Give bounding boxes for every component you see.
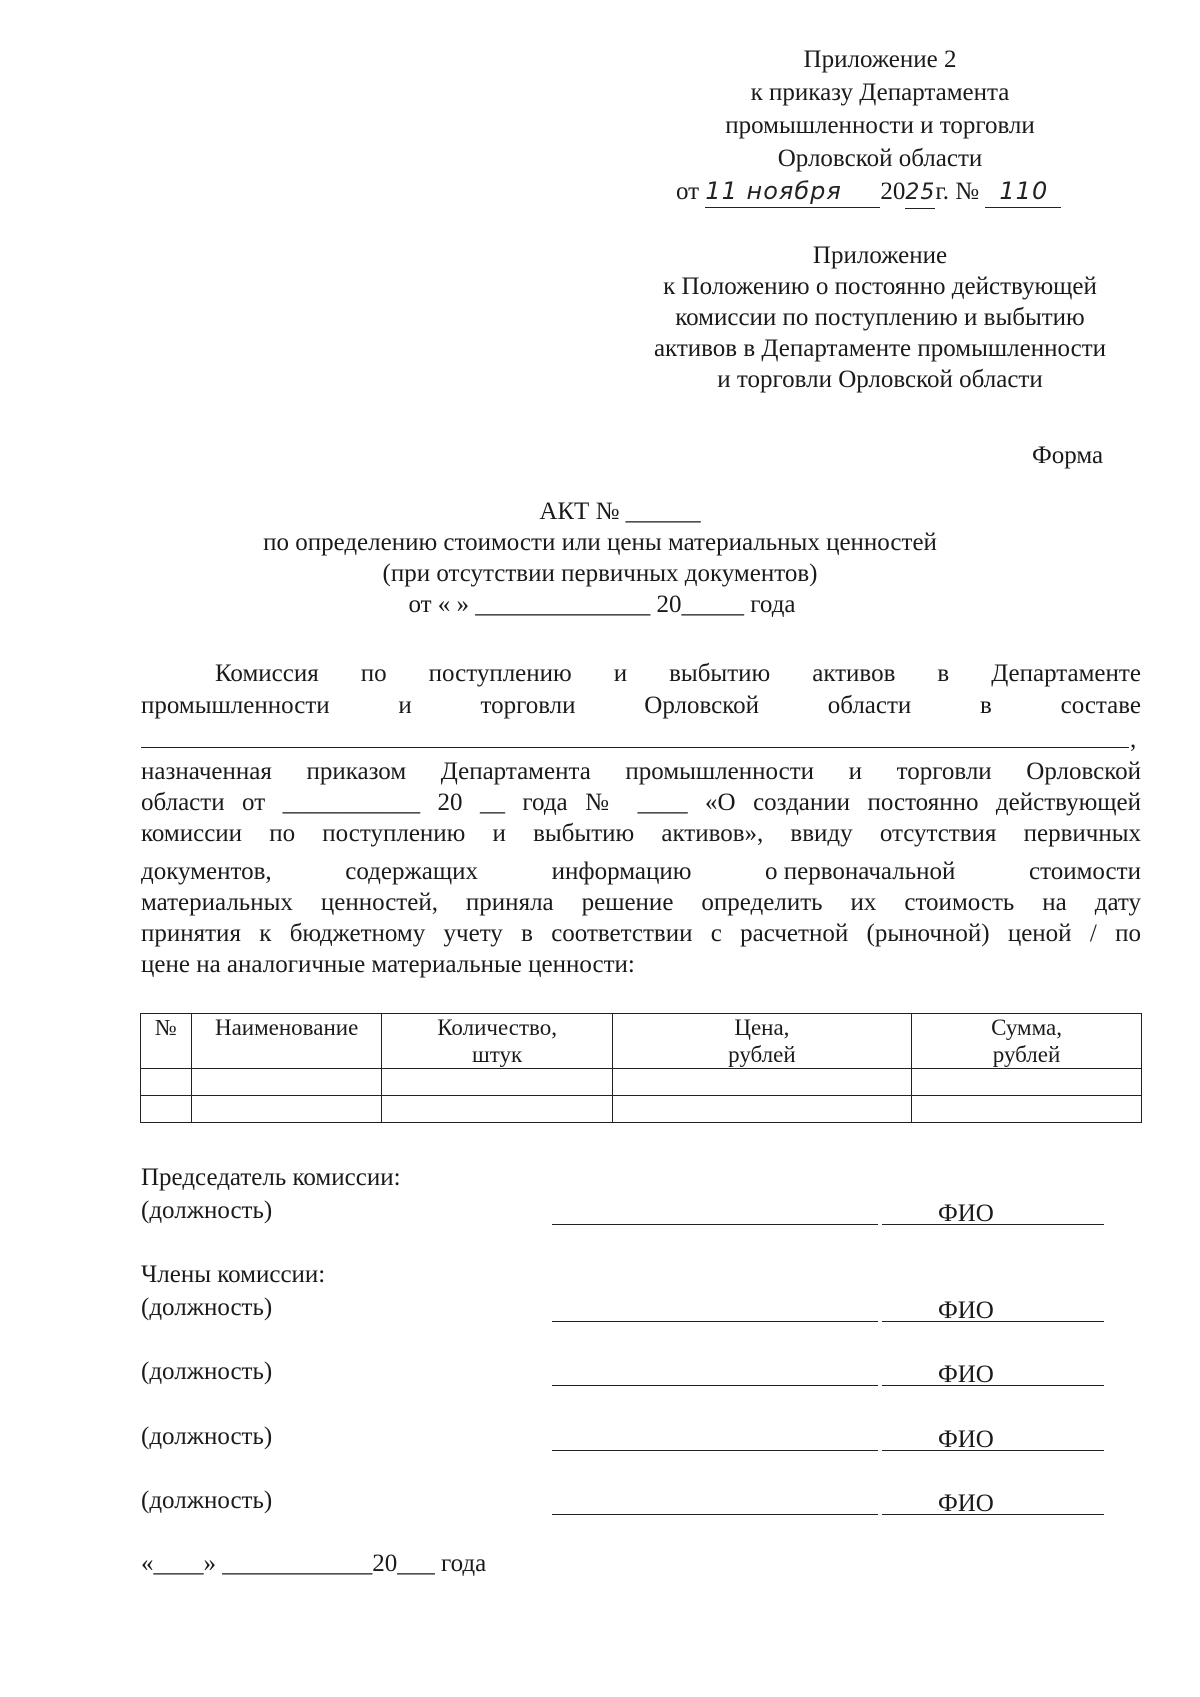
- member-signature-line-4[interactable]: [552, 1514, 878, 1515]
- chairman-fio: ФИО: [938, 1200, 994, 1227]
- member-position-2: (должность): [141, 1358, 273, 1385]
- act-subtitle: по определению стоимости или цены материальных ценностей: [263, 529, 937, 556]
- word: по: [360, 660, 387, 687]
- valuables-table: [140, 1013, 1142, 1123]
- table-cell[interactable]: [612, 1069, 911, 1096]
- table-cell[interactable]: [191, 1096, 382, 1123]
- appendix-line: Приложение: [812, 242, 948, 269]
- act-number: АКТ № ______: [539, 498, 701, 525]
- comma: ,: [1130, 726, 1137, 753]
- chairman-label: Председатель комиссии:: [141, 1164, 401, 1191]
- member-fio-2: ФИО: [938, 1361, 994, 1388]
- act-title-block: [200, 496, 1000, 620]
- appendix-line: комиссии по поступлению и выбытию: [675, 304, 1085, 331]
- member-signature-line-1[interactable]: [552, 1321, 878, 1322]
- table-cell[interactable]: [912, 1069, 1142, 1096]
- chairman-signature-line[interactable]: [552, 1224, 878, 1225]
- table-cell[interactable]: [141, 1096, 192, 1123]
- table-cell[interactable]: [382, 1096, 612, 1123]
- date-handwritten: 11 ноября: [705, 177, 842, 205]
- word: стоимости: [1029, 858, 1141, 885]
- table-cell[interactable]: [191, 1069, 382, 1096]
- col-header-quantity: Количество, штук: [382, 1014, 612, 1069]
- col-header-number: №: [141, 1014, 192, 1069]
- body-line: цене на аналогичные материальные ценности:: [141, 951, 635, 978]
- body-line: принятия к бюджетному учету в соответствии с расчетной (рыночной) ценой / по: [141, 920, 1141, 947]
- word: и: [398, 692, 412, 719]
- order-date-line: [676, 176, 1061, 209]
- header-line: Орловской области: [777, 145, 983, 172]
- appendix-line: активов в Департаменте промышленности: [653, 335, 1107, 362]
- member-fio-1: ФИО: [938, 1297, 994, 1324]
- body-line-1: [141, 658, 1141, 689]
- header-line: Приложение 2: [803, 46, 957, 73]
- member-fio-4: ФИО: [938, 1490, 994, 1517]
- word: Орловской: [644, 692, 759, 719]
- word: и: [613, 660, 628, 687]
- member-signature-line-3[interactable]: [552, 1450, 878, 1451]
- body-line: материальных ценностей, приняла решение определить их стоимость на дату: [141, 889, 1141, 916]
- table-cell[interactable]: [141, 1069, 192, 1096]
- form-label: Форма: [1032, 442, 1104, 469]
- word: в: [980, 692, 992, 719]
- member-signature-line-2[interactable]: [552, 1385, 878, 1386]
- body-line: назначенная приказом Департамента промышленности и торговли Орловской: [141, 758, 1141, 785]
- table-header-row: [141, 1014, 1142, 1069]
- table-row: [141, 1096, 1142, 1123]
- date-prefix: от: [676, 178, 700, 205]
- word: документов,: [141, 858, 272, 885]
- table-row: [141, 1069, 1142, 1096]
- appendix-line: к Положению о постоянно действующей: [663, 273, 1097, 300]
- year-handwritten: 25: [905, 177, 935, 209]
- col-header-price: Цена, рублей: [612, 1014, 911, 1069]
- year-suffix: г. №: [935, 178, 980, 205]
- header-line: к приказу Департамента: [750, 79, 1010, 106]
- word: поступлению: [428, 660, 572, 687]
- appendix-block: [610, 240, 1150, 395]
- body-paragraph: [141, 756, 1141, 849]
- word: о первоначальной: [765, 858, 956, 885]
- year-prefix: 20: [880, 178, 906, 205]
- word: области: [827, 692, 912, 719]
- word: торговли: [480, 692, 576, 719]
- body-line-2: [141, 690, 1141, 721]
- body-line: комиссии по поступлению и выбытию активов», ввиду отсутствия первичных: [141, 820, 1141, 847]
- body-line: области от ___________ 20 __ года № ____ «О создании постоянно действующей: [141, 789, 1141, 816]
- header-block: [650, 44, 1110, 174]
- table-cell[interactable]: [382, 1069, 612, 1096]
- word: составе: [1060, 692, 1141, 719]
- appendix-line: и торговли Орловской области: [717, 366, 1043, 393]
- word: содержащих: [345, 858, 478, 885]
- member-position-4: (должность): [141, 1487, 273, 1514]
- number-handwritten: 110: [999, 177, 1049, 205]
- chairman-position: (должность): [141, 1197, 273, 1224]
- member-fio-3: ФИО: [938, 1426, 994, 1453]
- word: информацию: [551, 858, 692, 885]
- date-field: [705, 176, 880, 208]
- word: активов: [812, 660, 896, 687]
- word: промышленности: [141, 692, 330, 719]
- member-position-1: (должность): [141, 1294, 273, 1321]
- member-position-3: (должность): [141, 1423, 273, 1450]
- word: выбытию: [669, 660, 771, 687]
- col-header-name: Наименование: [191, 1014, 382, 1069]
- word: в: [937, 660, 950, 687]
- act-date-line: от « » ______________ 20_____ года: [408, 591, 796, 618]
- table-cell[interactable]: [612, 1096, 911, 1123]
- body-line-7: [141, 856, 1141, 887]
- body-paragraph-end: [141, 887, 1141, 980]
- act-subtitle-note: (при отсутствии первичных документов): [382, 560, 818, 587]
- word: Департаменте: [991, 660, 1141, 687]
- footer-date: «____» ____________20___ года: [141, 1550, 487, 1577]
- commission-composition-line: [141, 747, 1129, 748]
- header-line: промышленности и торговли: [725, 112, 1035, 139]
- members-label: Члены комиссии:: [141, 1261, 326, 1288]
- table-cell[interactable]: [912, 1096, 1142, 1123]
- number-field: [985, 176, 1061, 208]
- word: Комиссия: [215, 660, 319, 687]
- col-header-sum: Сумма, рублей: [912, 1014, 1142, 1069]
